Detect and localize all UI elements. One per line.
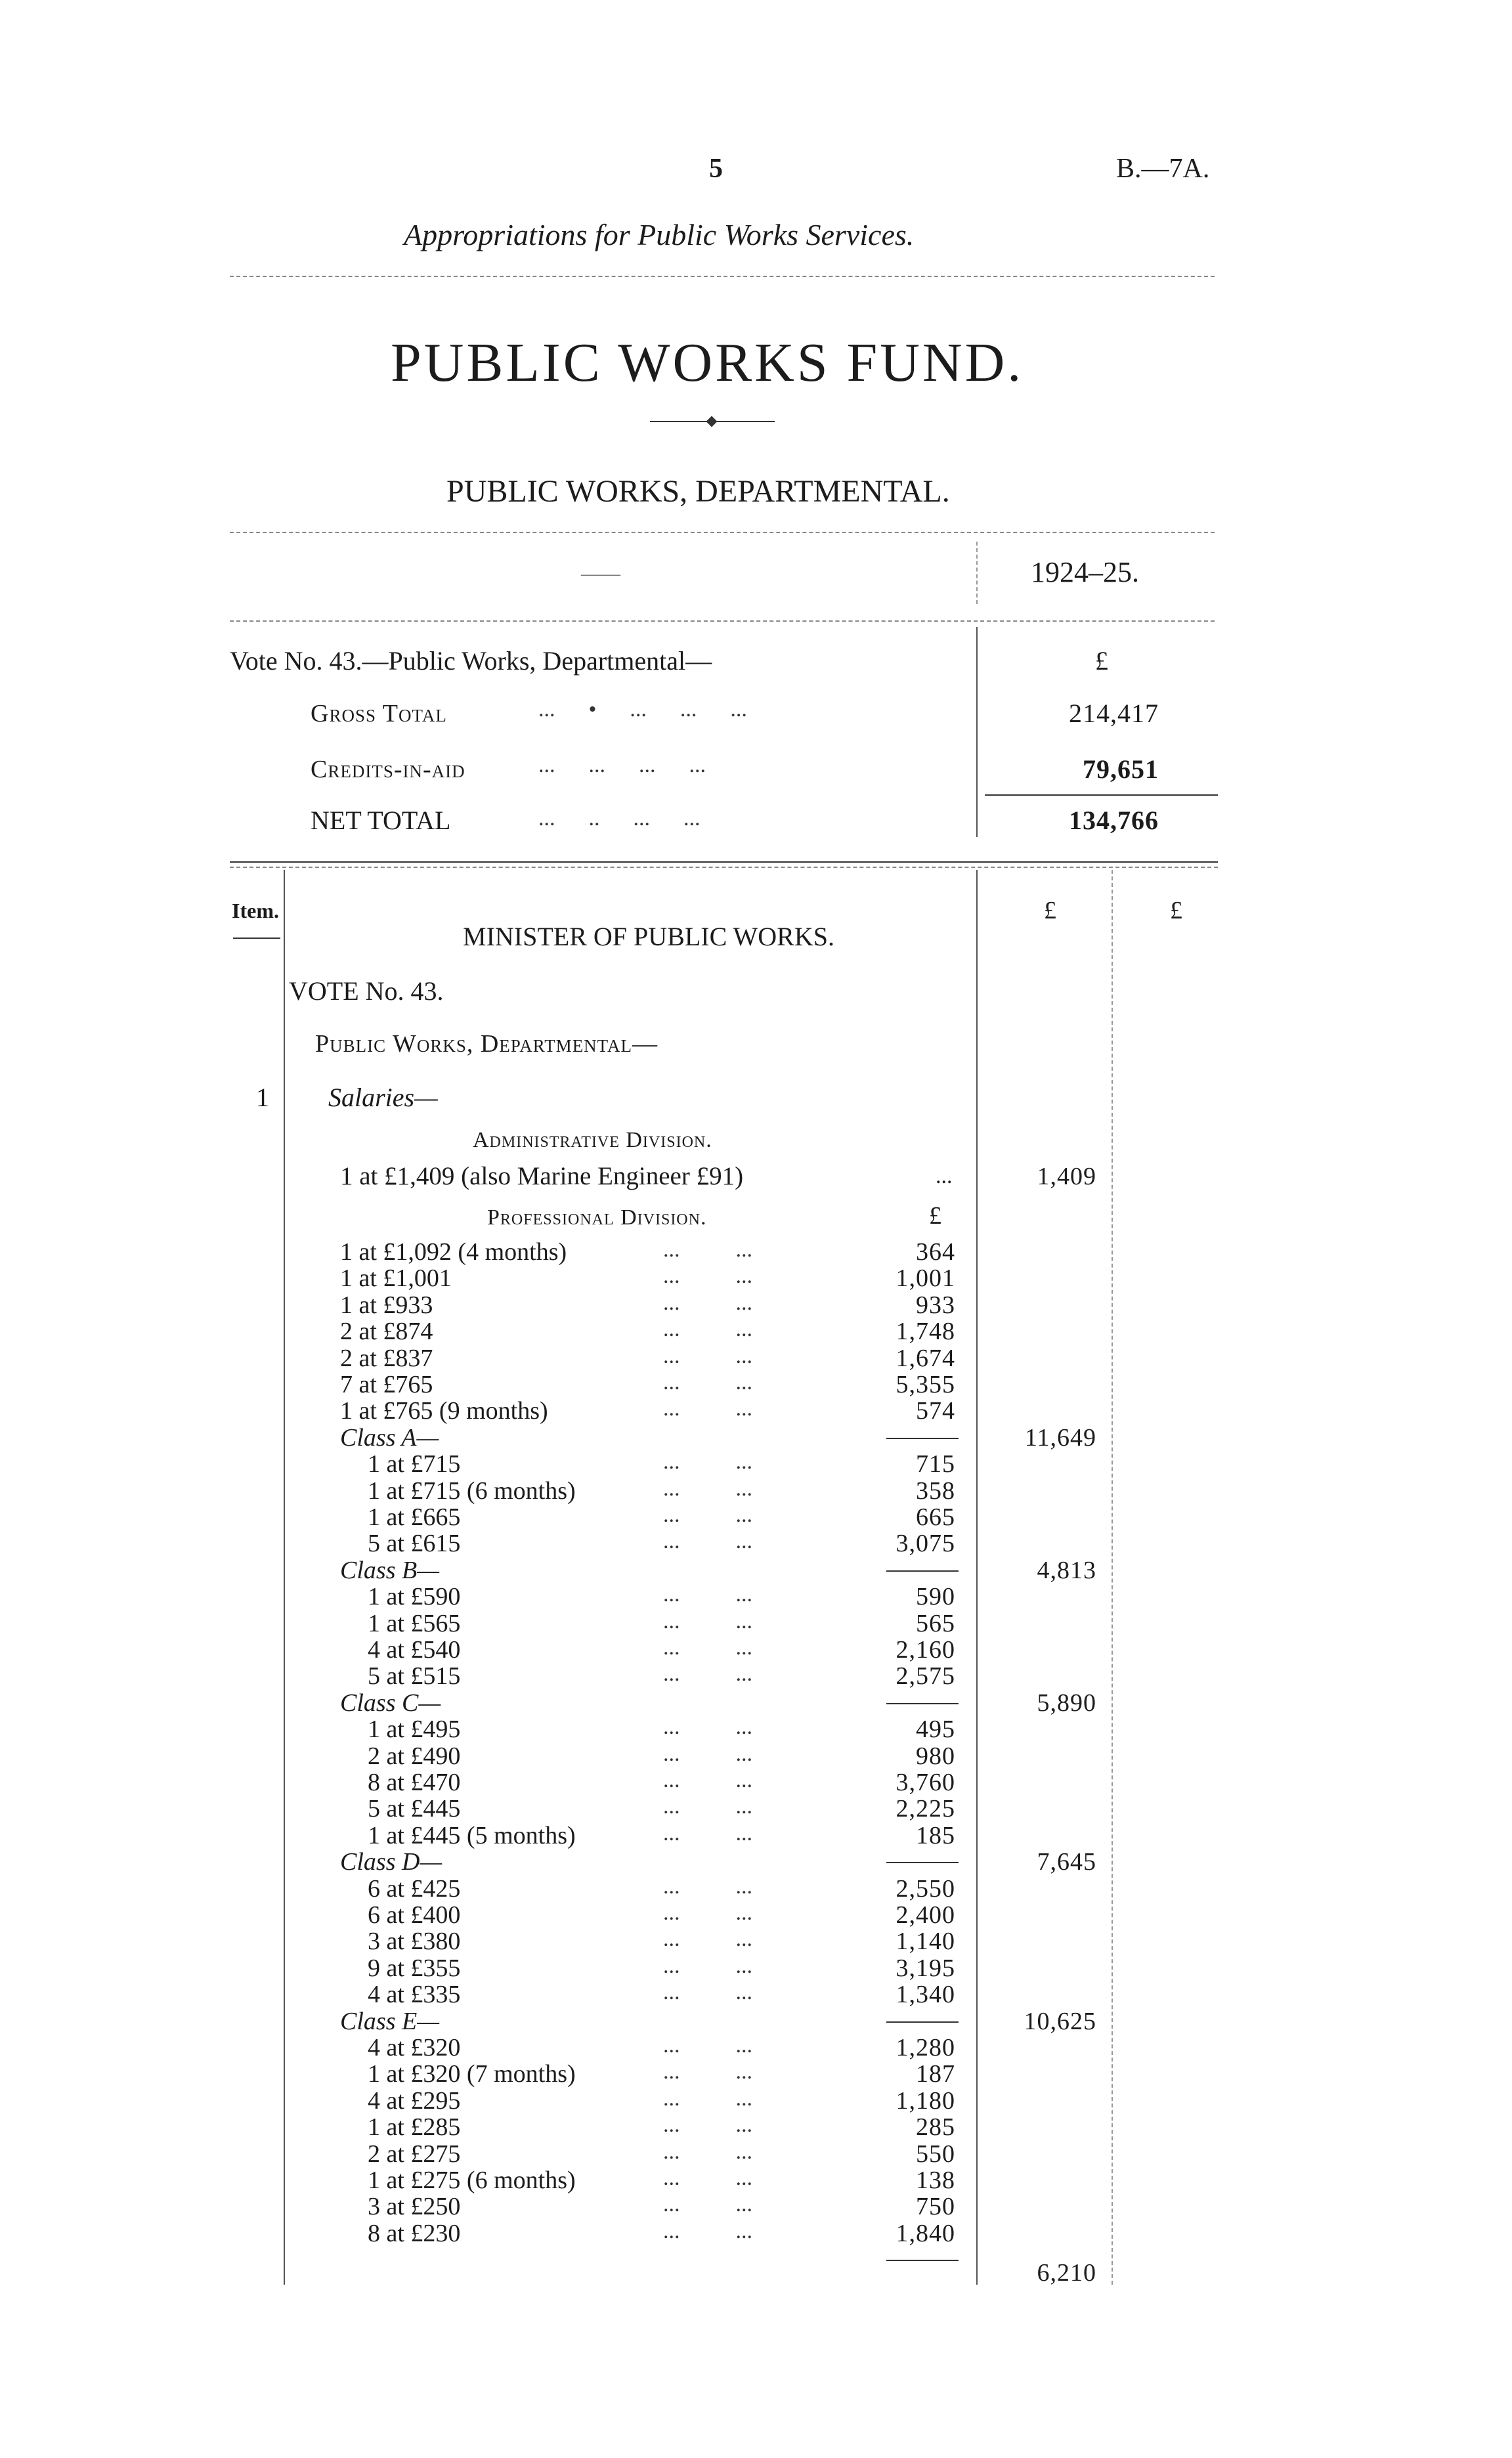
credits-in-aid-leader: ... ... ... ...: [538, 753, 706, 777]
salary-row-label: 1 at £285: [368, 2113, 461, 2142]
description-column-rule: [976, 870, 978, 2285]
salary-row-label: 4 at £540: [368, 1636, 461, 1664]
salary-row-leader: ... ...: [663, 1476, 752, 1501]
salary-row-label: 2 at £837: [340, 1344, 433, 1372]
credits-underline: [985, 794, 1218, 796]
group-total: 7,645: [1037, 1848, 1096, 1876]
item-column-header: Item.: [232, 899, 279, 922]
salary-row-amount: 2,160: [896, 1636, 955, 1664]
salary-row-leader: ... ...: [663, 1768, 752, 1792]
salary-row-leader: ... ...: [663, 1901, 752, 1925]
salary-row-label: 1 at £320 (7 months): [368, 2060, 576, 2088]
salary-row-amount: 1,140: [896, 1928, 955, 1956]
salary-row-label: 2 at £275: [368, 2140, 461, 2168]
salary-row-amount: 1,674: [896, 1344, 955, 1372]
admin-leader: ...: [936, 1164, 953, 1188]
salary-row-amount: 187: [916, 2060, 955, 2088]
salary-row-label: 1 at £765 (9 months): [340, 1397, 548, 1425]
salary-row-label: 1 at £495: [368, 1715, 461, 1744]
gross-total-leader: ... • ... ... ...: [538, 697, 747, 722]
salary-row-label: 2 at £490: [368, 1742, 461, 1770]
salary-row-amount: 3,760: [896, 1769, 955, 1796]
salary-row-label: 4 at £320: [368, 2034, 461, 2061]
salary-row-leader: ... ...: [663, 1821, 752, 1845]
salary-row-label: 8 at £470: [368, 1769, 461, 1796]
salary-row-label: 6 at £425: [368, 1874, 461, 1903]
item-column-rule: [284, 870, 285, 2285]
salary-row-leader: ... ...: [663, 1794, 752, 1819]
salary-row-leader: ... ...: [663, 1396, 752, 1421]
salary-row-label: 3 at £250: [368, 2193, 461, 2221]
admin-total: 1,409: [1037, 1163, 1096, 1190]
salary-row-label: 1 at £445 (5 months): [368, 1821, 576, 1849]
salary-row-label: 1 at £715: [368, 1450, 461, 1478]
amount-sum-rule: [886, 2021, 959, 2023]
salary-row-amount: 2,225: [896, 1795, 955, 1823]
credits-in-aid-label: Credits-in-aid: [311, 756, 465, 783]
salary-row-label: 9 at £355: [368, 1954, 461, 1982]
salary-row-label: 5 at £515: [368, 1662, 461, 1691]
fiscal-year: 1924–25.: [1031, 556, 1139, 588]
salary-row-label: 6 at £400: [368, 1901, 461, 1929]
currency-header-2: £: [1170, 897, 1182, 924]
salary-row-leader: ... ...: [663, 1370, 752, 1394]
salary-row-label: 4 at £295: [368, 2086, 461, 2115]
salary-row-label: 1 at £665: [368, 1503, 461, 1531]
salary-row-amount: 1,280: [896, 2034, 955, 2061]
table-top-rule: [230, 861, 1218, 863]
net-total-label: NET TOTAL: [311, 806, 451, 835]
salary-row-leader: ... ...: [663, 1953, 752, 1978]
salary-row-leader: ... ...: [663, 1741, 752, 1766]
group-total: 10,625: [1024, 2007, 1096, 2035]
minister-heading: MINISTER OF PUBLIC WORKS.: [463, 922, 834, 951]
salary-row-amount: 495: [916, 1715, 955, 1744]
salary-row-label: 1 at £590: [368, 1583, 461, 1611]
year-divider: [230, 620, 1215, 622]
salary-row-leader: ... ...: [663, 2033, 752, 2058]
year-column-rule: [976, 542, 978, 604]
prof-currency: £: [929, 1202, 941, 1230]
salary-row-leader: ... ...: [663, 1529, 752, 1554]
item-header-underline: [233, 938, 280, 939]
class-heading: Class A—: [340, 1423, 439, 1452]
salary-row-label: 5 at £445: [368, 1795, 461, 1823]
salary-row-amount: 364: [916, 1238, 955, 1266]
class-heading: Class E—: [340, 2007, 439, 2035]
prof-division-heading: Professional Division.: [487, 1205, 707, 1230]
salary-row-leader: ... ...: [663, 1662, 752, 1687]
salary-row-leader: ... ...: [663, 2166, 752, 2190]
salary-row-leader: ... ...: [663, 1582, 752, 1607]
admin-division-heading: Administrative Division.: [473, 1128, 712, 1152]
salary-row-leader: ... ...: [663, 1343, 752, 1368]
salary-row-label: 1 at £715 (6 months): [368, 1477, 576, 1505]
document-reference: B.—7A.: [1116, 154, 1210, 184]
salary-row-leader: ... ...: [663, 1608, 752, 1633]
salary-row-amount: 565: [916, 1609, 955, 1637]
summary-currency: £: [1095, 646, 1108, 676]
credits-in-aid-value: 79,651: [1083, 754, 1159, 784]
salary-row-amount: 2,575: [896, 1662, 955, 1691]
salary-row-leader: ... ...: [663, 1980, 752, 2005]
net-total-leader: ... .. ... ...: [538, 806, 701, 830]
currency-header-1: £: [1044, 897, 1056, 924]
salary-row-label: 2 at £874: [340, 1318, 433, 1346]
salary-row-amount: 715: [916, 1450, 955, 1478]
salary-row-amount: 665: [916, 1503, 955, 1531]
salary-row-label: 4 at £335: [368, 1981, 461, 2009]
salary-row-amount: 3,195: [896, 1954, 955, 1982]
group-total: 4,813: [1037, 1556, 1096, 1584]
salary-row-amount: 590: [916, 1583, 955, 1611]
item-number: 1: [256, 1083, 269, 1112]
salary-row-label: 1 at £933: [340, 1291, 433, 1319]
salary-row-leader: ... ...: [663, 2086, 752, 2111]
header-divider: [230, 276, 1215, 277]
amount-sum-rule: [886, 1862, 959, 1863]
salary-row-amount: 750: [916, 2193, 955, 2221]
salary-row-amount: 185: [916, 1821, 955, 1849]
salary-row-amount: 3,075: [896, 1530, 955, 1558]
salary-row-amount: 358: [916, 1477, 955, 1505]
salary-row-leader: ... ...: [663, 2192, 752, 2217]
salary-row-label: 7 at £765: [340, 1371, 433, 1398]
salary-row-label: 1 at £1,092 (4 months): [340, 1238, 567, 1266]
section-divider: [230, 532, 1215, 533]
class-heading: Class D—: [340, 1848, 443, 1876]
class-heading: Class B—: [340, 1556, 439, 1584]
net-total-value: 134,766: [1069, 806, 1159, 835]
salary-row-label: 1 at £275 (6 months): [368, 2167, 576, 2194]
salary-row-amount: 574: [916, 1397, 955, 1425]
salary-row-label: 1 at £1,001: [340, 1264, 452, 1293]
class-heading: Class C—: [340, 1689, 441, 1717]
salary-row-label: 3 at £380: [368, 1928, 461, 1956]
salary-row-leader: ... ...: [663, 1715, 752, 1740]
amount-sum-rule: [886, 1438, 959, 1439]
title-ornament: [650, 418, 775, 425]
summary-column-rule: [976, 627, 978, 837]
item-label: Salaries—: [328, 1083, 438, 1112]
salary-row-label: 8 at £230: [368, 2219, 461, 2247]
salary-row-amount: 1,748: [896, 1318, 955, 1346]
gross-total-value: 214,417: [1069, 699, 1159, 728]
salary-row-leader: ... ...: [663, 2139, 752, 2164]
salary-row-leader: ... ...: [663, 1317, 752, 1342]
salary-row-leader: ... ...: [663, 1290, 752, 1315]
page-number: 5: [709, 154, 723, 184]
gross-total-label: Gross Total: [311, 700, 447, 727]
salary-row-leader: ... ...: [663, 1874, 752, 1899]
salary-row-leader: ... ...: [663, 1635, 752, 1660]
salary-row-amount: 980: [916, 1742, 955, 1770]
page-title: PUBLIC WORKS FUND.: [391, 332, 1024, 393]
salary-row-leader: ... ...: [663, 2059, 752, 2084]
subtotal-column-rule: [1112, 870, 1113, 2285]
salary-row-leader: ... ...: [663, 2113, 752, 2138]
table-top-rule-2: [230, 867, 1218, 868]
group-total: 6,210: [1037, 2259, 1096, 2287]
salary-row-leader: ... ...: [663, 1927, 752, 1952]
salary-row-amount: 285: [916, 2113, 955, 2142]
amount-sum-rule: [886, 1703, 959, 1704]
salary-row-amount: 550: [916, 2140, 955, 2168]
salary-row-leader: ... ...: [663, 1503, 752, 1527]
admin-line: 1 at £1,409 (also Marine Engineer £91): [340, 1162, 744, 1190]
year-placeholder: ——: [581, 563, 620, 584]
page-subtitle: Appropriations for Public Works Services.: [404, 218, 915, 251]
salary-row-leader: ... ...: [663, 1450, 752, 1475]
amount-sum-rule: [886, 1570, 959, 1572]
salary-row-amount: 2,400: [896, 1901, 955, 1929]
amount-sum-rule: [886, 2260, 959, 2261]
salary-row-leader: ... ...: [663, 2218, 752, 2243]
salary-row-amount: 2,550: [896, 1874, 955, 1903]
salary-row-amount: 933: [916, 1291, 955, 1319]
salary-row-leader: ... ...: [663, 1238, 752, 1262]
group-total: 5,890: [1037, 1689, 1096, 1717]
salary-row-leader: ... ...: [663, 1264, 752, 1289]
salary-row-label: 5 at £615: [368, 1530, 461, 1558]
salary-row-label: 1 at £565: [368, 1609, 461, 1637]
salary-row-amount: 1,001: [896, 1264, 955, 1293]
salary-row-amount: 1,340: [896, 1981, 955, 2009]
vote-heading: Public Works, Departmental—: [315, 1030, 659, 1058]
salary-row-amount: 138: [916, 2167, 955, 2194]
summary-vote-line: Vote No. 43.—Public Works, Departmental—: [230, 646, 712, 676]
salary-row-amount: 1,180: [896, 2086, 955, 2115]
salary-row-amount: 5,355: [896, 1371, 955, 1398]
salary-row-amount: 1,840: [896, 2219, 955, 2247]
section-heading: PUBLIC WORKS, DEPARTMENTAL.: [446, 474, 950, 509]
group-total: 11,649: [1024, 1423, 1096, 1452]
vote-number: VOTE No. 43.: [289, 976, 444, 1006]
